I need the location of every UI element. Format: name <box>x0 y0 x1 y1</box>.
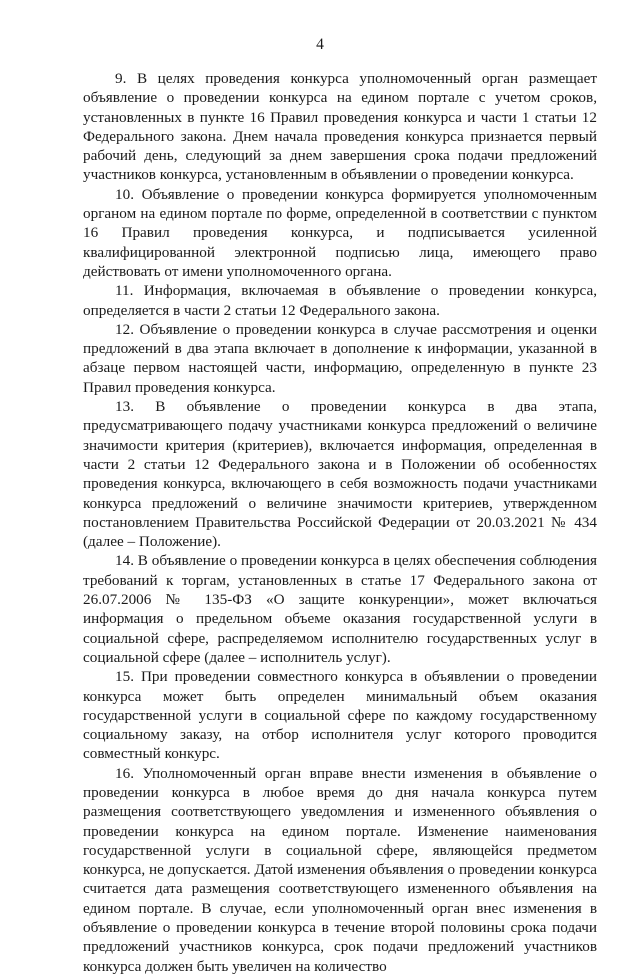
document-body <box>83 69 597 976</box>
paragraph-14: 14. В объявление о проведении конкурса в целях обеспечения соблюдения требований к торгам, установленных в статье 17 Федерального закона от 26.07.2006 № 135-ФЗ «О защите конкуренции», может включаться информация о предельном объеме оказания государственной услуги в социальной сфере, распределяемом исполнителю государственных услуг в социальной сфере (далее – исполнитель услуг). <box>83 552 597 666</box>
paragraph-15: 15. При проведении совместного конкурса в объявлении о проведении конкурса может быть определен минимальный объем оказания государственной услуги в социальной сфере по каждому государственному социальному заказу, на отбор исполнителя услуг которого проводится совместный конкурс. <box>83 668 597 763</box>
paragraph-11: 11. Информация, включаемая в объявление о проведении конкурса, определяется в части 2 статьи 12 Федерального закона. <box>83 282 597 319</box>
paragraph-16: 16. Уполномоченный орган вправе внести изменения в объявление о проведении конкурса в любое время до дня начала конкурса путем размещения соответствующего уведомления и измененного объявления о проведении конкурса на едином портале. Изменение наименования государственной услуги в социальной сфере, являющейся предметом конкурса, не допускается. Датой изменения объявления о проведении конкурса считается дата размещения соответствующего измененного объявления на едином портале. В случае, если уполномоченный орган внес изменения в объявление о проведении конкурса в течение второй половины срока подачи предложений участников конкурса, срок подачи предложений участников конкурса должен быть увеличен на количество <box>83 764 597 975</box>
paragraph-13: 13. В объявление о проведении конкурса в два этапа, предусматривающего подачу участниками конкурса предложений о величине значимости критерия (критериев), включается информация, определенная в части 2 статьи 12 Федерального закона и в Положении об особенностях проведения конкурса, включающего в себя возможность подачи участниками конкурса предложений о величине значимости критериев, утвержденном постановлением Правительства Российской Федерации от 20.03.2021 № 434 (далее – Положение). <box>83 398 597 551</box>
paragraph-9: 9. В целях проведения конкурса уполномоченный орган размещает объявление о проведении конкурса на едином портале с учетом сроков, установленных в пункте 16 Правил проведения конкурса и части 1 статьи 12 Федерального закона. Днем начала проведения конкурса признается первый рабочий день, следующий за днем завершения срока подачи предложений участников конкурса, установленным в объявлении о проведении конкурса. <box>83 70 597 184</box>
page-number: 4 <box>316 36 324 53</box>
paragraph-10: 10. Объявление о проведении конкурса формируется уполномоченным органом на едином портале по форме, определенной в соответствии с пунктом 16 Правил проведения конкурса, и подписывается усиленной квалифицированной электронной подписью лица, имеющего право действовать от имени уполномоченного органа. <box>83 185 597 280</box>
paragraph-12: 12. Объявление о проведении конкурса в случае рассмотрения и оценки предложений в два этапа включает в дополнение к информации, указанной в абзаце первом настоящей части, информацию, определенную в пункте 23 Правил проведения конкурса. <box>83 320 597 396</box>
